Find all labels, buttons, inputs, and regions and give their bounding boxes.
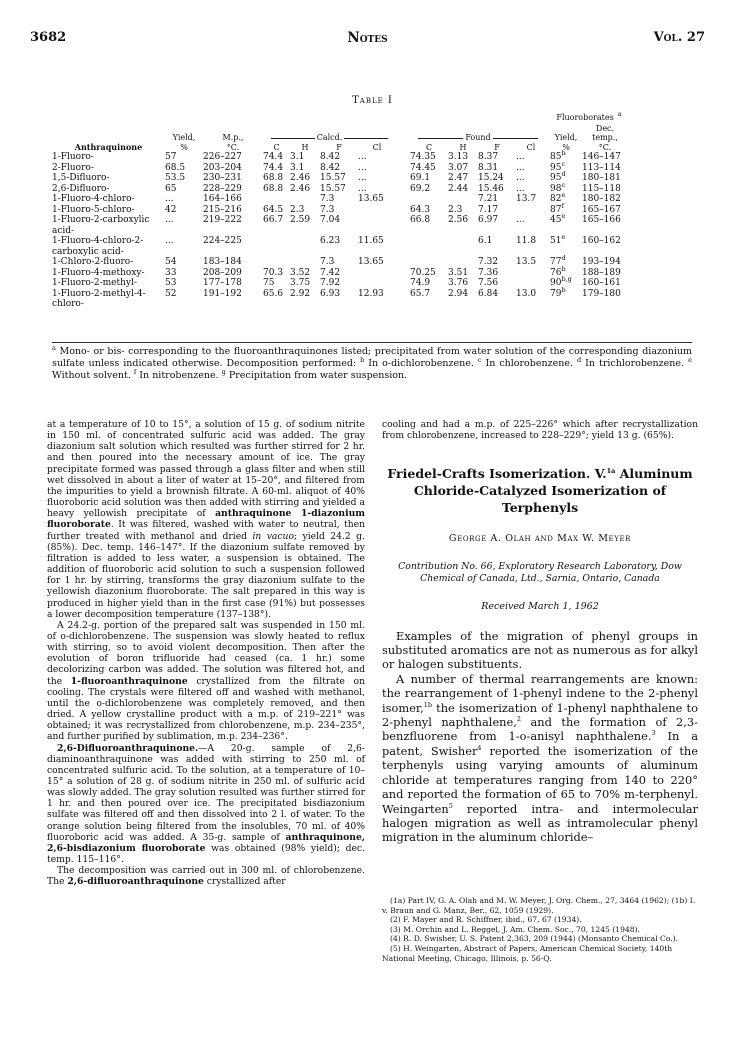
header-anthraquinone: Anthraquinone <box>74 141 143 152</box>
fb-yield-value: 79 <box>550 288 562 299</box>
cell-mp: 230–231 <box>203 173 242 183</box>
spacer-cell <box>396 173 410 184</box>
cell-cl: 12.93 <box>358 288 384 299</box>
cell-h: 3.75 <box>290 278 311 288</box>
cell-fcl: 11.8 <box>516 236 537 246</box>
cell-mp: 215–216 <box>203 204 242 215</box>
cell-fh: 3.13 <box>448 152 469 162</box>
header-found-f: F <box>494 142 500 152</box>
fb-yield-footnote: b,g <box>561 275 572 283</box>
reference-item: (4) R. D. Swisher, U. S. Patent 2,363, 209 (1944) (Monsanto Chemical Co.). <box>390 934 679 944</box>
cell-c: 74.4 <box>263 152 284 162</box>
cell-c <box>263 236 290 257</box>
cell-ff: 7.56 <box>478 278 499 288</box>
header-fb-temp: temp., <box>592 133 618 142</box>
cell-f: 8.42 <box>320 152 341 162</box>
fb-yield-footnote: b <box>561 264 566 273</box>
cell-fc: 74.45 <box>410 162 436 173</box>
cell-name: 2,6-Difluoro- <box>52 183 110 194</box>
cell-name: 1-Chloro-2-fluoro- <box>52 257 134 267</box>
cell-fcl: 13.0 <box>516 288 537 299</box>
cell-mp: 191–192 <box>203 288 242 299</box>
text-run: —A 20-g. sample of 2,6-diaminoanthraquinone was added with stirring to 250 ml. of concentrated sulfuric acid. To the solution, at a temperature of 10–15° a solution of 28 g. of sodium nitrite in 250 ml. of sulfuric acid was slowly added. The gray solution resulted was further stirred for 1 hr. and then poured over ice. The precipitated bisdiazonium sulfate was filtered off and then dissolved into 2 l. of water. To the orange solution being filtered from the insolubles, 70 ml. of 40% fluoroboric acid was added. A 35-g. sample of <box>47 742 365 843</box>
reference-item: (3) M. Orchin and L. Reggel, J. Am. Chem. Soc., 70, 1245 (1948). <box>390 924 640 934</box>
fb-yield-footnote: f <box>561 201 564 210</box>
cell-fby <box>550 212 582 236</box>
cell-f: 15.57 <box>320 183 346 194</box>
cell-fc <box>410 236 448 257</box>
fluoroborates-group-header <box>550 110 628 123</box>
cell-f: 7.92 <box>320 278 341 288</box>
ref-sup: 2 <box>516 715 522 724</box>
ref-sup: 1b <box>423 700 432 709</box>
cell-mp: 219–222 <box>203 215 242 225</box>
cell-fbt: 165–167 <box>582 204 621 215</box>
fb-yield-value: 76 <box>550 267 562 278</box>
fb-yield-value: 98 <box>550 183 562 194</box>
text-run: A number of thermal rearrangements are known: the rearrangement of 1-phenyl indene to the 2-phenyl isomer, <box>382 671 698 715</box>
cell-f: 7.3 <box>320 194 335 204</box>
text-run: at a temperature of 10 to 15°, a solution of 15 g. of sodium nitrite in 150 ml. of concentrated sulfuric acid was added. The gray diazonium salt solution which resulted was further stirred for 2 hr. and then poured into the necessary amount of ice. The gray precipitate formed was passed through a glass filter and when still wet dissolved in about a liter of water at 15–20°, and filtered from the impurities to yield a brownish filtrate. A 60-ml. aliquot of 40% fluoroboric acid solution was then added with stirring and yielded a heavy yellowish precipitate of <box>47 419 365 520</box>
cell-c: 70.3 <box>263 267 284 278</box>
header-fb-temp-unit: °C. <box>598 142 612 152</box>
cell-fc: 65.7 <box>410 288 431 299</box>
cell-c: 74.4 <box>263 162 284 173</box>
table-row <box>52 257 628 268</box>
cell-c <box>263 257 290 268</box>
cell-fby <box>550 275 582 289</box>
cell-yield: 42 <box>165 204 177 215</box>
cell-f: 6.93 <box>320 288 341 299</box>
cell-fby <box>550 233 582 257</box>
ref-sup: 3 <box>651 729 656 738</box>
header-fb-dec: Dec. <box>595 123 615 133</box>
cell-h: 2.92 <box>290 288 311 299</box>
cell-cl: ... <box>358 183 367 194</box>
spacer-cell <box>396 205 410 216</box>
text-run: crystallized from the filtrate on cooling. The crystals were filtered off and washed with methanol, until the o-dichlorobenzene was completely removed, and then dried. A yellow crystalline product with a m.p. of 219–221° was obtained; it was recrystallized from chlorobenzene, m.p. 234–235°, and further purified by sublimation, m.p. 234–236°. <box>47 675 365 743</box>
footnote-a: Mono- or bis- corresponding to the fluoroanthraquinones listed; precipitated from water solution of the corresponding diazonium sulfate unless indicated otherwise. Decomposition performed: <box>52 346 692 369</box>
cell-fh: 2.94 <box>448 288 469 299</box>
fb-yield-value: 95 <box>550 162 562 173</box>
fb-yield-footnote: b <box>561 149 566 157</box>
cell-ff: 6.1 <box>478 236 493 246</box>
fb-yield-footnote: c <box>561 180 566 189</box>
compound-name: anthraquinone 1-diazonium fluoroborate <box>47 508 365 531</box>
compound-name: 1-fluoroanthraquinone <box>70 675 188 687</box>
cell-h: 3.52 <box>290 267 311 278</box>
cell-fc: 70.25 <box>410 267 436 278</box>
cell-h: 3.1 <box>290 162 305 173</box>
cell-cl: ... <box>358 162 367 173</box>
cell-name: 1-Fluoro-2-methyl- <box>52 278 137 288</box>
cell-h <box>290 257 320 268</box>
cell-cl: 13.65 <box>358 194 384 204</box>
fb-yield-value: 87 <box>550 204 562 215</box>
fb-yield-footnote: d <box>561 170 566 178</box>
spacer-cell <box>396 152 410 163</box>
cell-yield: 68.5 <box>165 162 186 173</box>
cell-fh: 3.76 <box>448 278 469 288</box>
header-f: F <box>336 142 342 152</box>
spacer-cell <box>396 163 410 174</box>
cell-name: 1-Fluoro-5-chloro- <box>52 204 135 215</box>
cell-h: 2.46 <box>290 183 311 194</box>
paragraph <box>382 672 698 845</box>
cell-fc: 69.1 <box>410 173 431 183</box>
spacer-cell <box>396 278 410 289</box>
cell-yield: 54 <box>165 257 177 267</box>
cell-ff: 15.46 <box>478 183 504 194</box>
reference-item: (5) H. Weingarten, Abstract of Papers, American Chemical Society, 140th National Meeting, Chicago, Illinois, p. 56-Q. <box>382 943 673 963</box>
cell-name: 1-Fluoro-4-methoxy- <box>52 267 145 278</box>
right-column <box>382 419 698 845</box>
cell-f: 7.42 <box>320 267 341 278</box>
cell-fh: 3.07 <box>448 162 469 173</box>
text-run: reported intra- and intermolecular halogen migration as well as intramolecular phenyl migration in the aluminum chloride– <box>382 801 698 845</box>
paragraph <box>47 419 365 620</box>
header-cl: Cl <box>372 142 382 152</box>
data-table <box>52 110 628 310</box>
cell-yield: 53.5 <box>165 173 186 183</box>
spacer-cell <box>396 268 410 279</box>
table-body <box>52 149 628 310</box>
cell-cl: ... <box>358 173 367 183</box>
text-run: A 24.2-g. portion of the prepared salt was suspended in 150 ml. of o-dichlorobenzene. The suspension was slowly heated to reflux with stirring, so to avoid violent decomposition. Then after the evolution of boron trifluoride had ceased (ca. 1 hr.) some decolorizing carbon was added. The solution was filtered hot, and the <box>47 619 365 687</box>
footnote-f: In nitrobenzene. <box>139 370 219 381</box>
cell-fby <box>550 180 582 195</box>
cell-fby <box>550 201 582 216</box>
compound-name: 2,6-difluoroanthraquinone <box>67 876 204 888</box>
header-found-h: H <box>459 142 467 152</box>
cell-yield: 52 <box>165 288 177 299</box>
received-date: Received March 1, 1962 <box>481 601 599 613</box>
fb-yield-footnote: e <box>561 233 566 241</box>
text-run: ; yield 24.2 g. (85%). Dec. temp. 146–147°. If the diazonium sulfate removed by filtration is added to less water, a suspension is obtained. The addition of fluoroboric acid solution to such a suspension followed for 1 hr. by stirring, transforms the gray diazonium sulfate to the yellowish diazonium fluoroborate. The salt prepared in this way is produced in higher yield than in the first case (91%) but possesses a lower decomposition temperature (137–138°). <box>47 530 365 620</box>
cell-fc <box>410 257 448 268</box>
cell-h: 2.3 <box>290 204 305 215</box>
found-group-header <box>416 133 540 143</box>
cell-name: 1,5-Difluoro- <box>52 173 110 183</box>
header-yield: Yield, <box>172 133 196 142</box>
cell-f: 15.57 <box>320 173 346 183</box>
header-fb-yield: Yield, <box>554 133 578 142</box>
cell-fh: 3.51 <box>448 267 469 278</box>
fb-yield-footnote: e <box>561 191 566 199</box>
cell-c: 68.8 <box>263 173 284 183</box>
header-fb-yield-unit: % <box>562 142 570 152</box>
page-number: 3682 <box>30 30 67 45</box>
text-run: and the formation of 2,3-benzfluorene from 1-o-anisyl naphthalene. <box>382 715 698 744</box>
calcd-label: Calcd. <box>316 133 343 142</box>
paragraph <box>47 743 365 866</box>
cell-c: 65.6 <box>263 288 284 299</box>
cell-fcl: ... <box>516 152 525 162</box>
cell-fh: 2.47 <box>448 173 469 183</box>
spacer-cell <box>396 289 410 310</box>
cell-mp: 224–225 <box>203 236 242 246</box>
cell-yield: 57 <box>165 152 177 162</box>
table-row <box>52 289 628 310</box>
cell-mp: 228–229 <box>203 183 242 194</box>
cell-mp: 183–184 <box>203 257 242 267</box>
cell-h <box>290 194 320 205</box>
table-caption: Table I <box>352 95 393 106</box>
fb-yield-value: 77 <box>550 257 562 267</box>
cell-cl <box>358 268 396 279</box>
title-part: Aluminum Chloride-Catalyzed Isomerization of Terphenyls <box>413 466 693 516</box>
cell-mp: 208–209 <box>203 267 242 278</box>
cell-yield: 65 <box>165 183 177 194</box>
ref-sup: 5 <box>448 801 453 810</box>
cell-fbt: 160–162 <box>582 236 621 246</box>
cell-fc: 74.35 <box>410 152 436 162</box>
cell-mp: 177–178 <box>203 278 242 288</box>
cell-ff: 7.17 <box>478 204 499 215</box>
fb-yield-footnote: c <box>561 159 566 168</box>
italic-term: in vacuo <box>252 530 294 542</box>
cell-fbt: 160–161 <box>582 278 621 288</box>
cell-name: 2-Fluoro- <box>52 162 94 173</box>
cell-fc <box>410 194 448 205</box>
header-mp: M.p., <box>222 133 244 142</box>
cell-f: 7.04 <box>320 215 341 225</box>
cell-ff: 6.97 <box>478 215 499 225</box>
cell-fbt: 146–147 <box>582 152 621 162</box>
cell-fbt: 179–180 <box>582 288 621 299</box>
table-row <box>52 236 628 257</box>
footnote-g: Precipitation from water suspension. <box>228 370 408 381</box>
paragraph <box>47 865 365 887</box>
cell-ff: 7.21 <box>478 194 499 204</box>
title-sup: 1a <box>606 467 616 476</box>
text-run: . It was filtered, washed with water to neutral, then further treated with methanol and dried <box>47 519 365 542</box>
cell-yield: 33 <box>165 267 177 278</box>
cell-fcl <box>516 278 546 289</box>
cell-mp: 164–166 <box>203 194 242 204</box>
subsection-heading: 2,6-Difluoroanthraquinone. <box>57 742 199 754</box>
contribution-note: Contribution No. 66, Exploratory Research Laboratory, Dow Chemical of Canada, Ltd., Sarnia, Ontario, Canada <box>398 561 682 585</box>
cell-fc: 74.9 <box>410 278 431 288</box>
text-run: crystallized after <box>203 876 286 888</box>
cell-fbt: 193–194 <box>582 257 621 267</box>
cell-fbt: 188–189 <box>582 267 621 278</box>
paragraph <box>47 620 365 743</box>
cell-cl <box>358 205 396 216</box>
fb-yield-footnote: e <box>561 212 566 220</box>
fb-yield-value: 51 <box>550 236 562 246</box>
fluoroborates-label: Fluoroborates <box>556 113 614 122</box>
cell-ff: 8.31 <box>478 162 499 173</box>
cell-h: 2.59 <box>290 215 311 225</box>
cell-fcl: ... <box>516 215 525 225</box>
cell-fcl: 13.5 <box>516 257 537 267</box>
fb-yield-footnote: d <box>561 254 566 262</box>
cell-ff: 6.84 <box>478 288 499 299</box>
cell-fcl <box>516 268 546 279</box>
cell-ff: 7.32 <box>478 257 499 267</box>
cell-fh <box>448 236 478 257</box>
text-run: In a patent, Swisher <box>382 729 698 758</box>
table-row <box>52 184 628 195</box>
cell-ff: 8.37 <box>478 152 499 162</box>
cell-yield: ... <box>165 236 174 246</box>
header-h: H <box>301 142 309 152</box>
fb-yield-value: 90 <box>550 278 562 288</box>
calcd-group-header <box>269 133 390 143</box>
cell-fh <box>448 257 478 268</box>
table-row <box>52 152 628 163</box>
fb-yield-value: 82 <box>550 194 562 204</box>
fb-yield-footnote: b <box>561 285 566 294</box>
table-row <box>52 278 628 289</box>
cell-fcl: 13.7 <box>516 194 537 204</box>
cell-h: 2.46 <box>290 173 311 183</box>
cell-c <box>263 194 290 205</box>
cell-fcl: ... <box>516 183 525 194</box>
fb-yield-value: 85 <box>550 152 562 162</box>
cell-fh <box>448 194 478 205</box>
cell-cl <box>358 278 396 289</box>
text-run: The decomposition was carried out in 300 ml. of chlorobenzene. The <box>47 865 365 888</box>
cell-h <box>290 236 320 257</box>
header-found-c: C <box>425 142 433 152</box>
cell-f: 7.3 <box>320 257 335 267</box>
volume-label: Vol. 27 <box>653 30 705 45</box>
cell-fby <box>550 149 582 163</box>
paragraph: Examples of the migration of phenyl groups in substituted aromatics are not as numerous as for alkyl or halogen substituents. <box>382 628 698 672</box>
spacer-cell <box>396 215 410 236</box>
cell-name: 1-Fluoro- <box>52 152 94 162</box>
cell-f: 8.42 <box>320 162 341 173</box>
footnote-b: In o-dichlorobenzene. <box>368 358 474 369</box>
article-title <box>382 465 698 516</box>
table-footnotes: $^a$ Mono- or bis- corresponding to the fluoroanthraquinones listed; precipitated from water solution of the corresponding diazonium sulfate unless indicated otherwise. Decomposition performed: $^b$ In o-dichlorobenzene. $^c$ In chlorobenzene. $^d$ In trichlorobenzene. $^e$ Without solvent. $^f$ In nitrobenzene. $^g$ Precipitation from water suspension. <box>52 343 692 381</box>
footnote-d: In trichlorobenzene. <box>585 358 685 369</box>
left-column <box>47 419 365 888</box>
header-c: C <box>273 142 280 152</box>
table-row <box>52 194 628 205</box>
cell-c: 64.5 <box>263 204 284 215</box>
spacer-cell <box>396 236 410 257</box>
cell-fcl: ... <box>516 162 525 173</box>
cell-fcl: ... <box>516 173 525 183</box>
reference-item: (1a) Part IV, G. A. Olah and M. W. Meyer, J. Org. Chem., 27, 3464 (1962); (1b) I. v. Braun and G. Manz, Ber., 62, 1059 (1929). <box>382 896 696 915</box>
cell-yield: 53 <box>165 278 177 288</box>
found-label: Found <box>465 133 491 142</box>
cell-cl <box>358 215 396 236</box>
header-yield-unit: % <box>180 142 188 152</box>
cell-yield: ... <box>165 215 174 225</box>
cell-fbt: 165–166 <box>582 215 621 225</box>
cell-fby <box>550 170 582 184</box>
spacer-cell <box>396 184 410 195</box>
cell-fbt: 115–118 <box>582 183 621 194</box>
cell-mp: 203–204 <box>203 162 242 173</box>
cell-fby <box>550 159 582 174</box>
cell-fby <box>550 191 582 205</box>
cell-fc: 64.3 <box>410 204 431 215</box>
cell-name: 1-Fluoro-4-chloro- <box>52 194 135 204</box>
cell-fc: 66.8 <box>410 215 431 225</box>
cell-name: 1-Fluoro-2-carboxylic acid- <box>52 215 150 236</box>
cell-fh: 2.44 <box>448 183 469 194</box>
fb-yield-value: 45 <box>550 215 562 225</box>
table-row <box>52 268 628 279</box>
cell-fcl <box>516 205 546 216</box>
footnote-c: In chlorobenzene. <box>485 358 573 369</box>
header-mp-unit: °C. <box>226 142 240 152</box>
cell-c: 75 <box>263 278 275 288</box>
spacer-cell <box>396 194 410 205</box>
cell-fby <box>550 285 582 310</box>
table-row <box>52 163 628 174</box>
authors: George A. Olah and Max W. Meyer <box>448 533 632 545</box>
text-run: was obtained (98% yield); dec. temp. 115–116°. <box>47 842 365 866</box>
paragraph: cooling and had a m.p. of 225–226° which after recrystallization from chlorobenzene, increased to 228–229°; yield 13 g. (65%). <box>382 419 698 442</box>
ref-sup: 4 <box>477 744 482 753</box>
table-row <box>52 215 628 236</box>
cell-fby <box>550 254 582 268</box>
cell-cl: 11.65 <box>358 236 384 246</box>
cell-ff: 15.24 <box>478 173 504 183</box>
section-title: Notes <box>347 30 388 46</box>
page-header <box>30 30 705 50</box>
text-run: reported the isomerization of the terphenyls using varying amounts of aluminum chloride at temperatures ranging from 140 to 220° and reported the formation of 65 to 70% m-terphenyl. Weingarten <box>382 743 698 816</box>
table-row <box>52 173 628 184</box>
fb-yield-value: 95 <box>550 173 562 183</box>
footnote-e: Without solvent. <box>52 370 131 381</box>
cell-ff: 7.36 <box>478 267 499 278</box>
cell-fh: 2.56 <box>448 215 469 225</box>
references <box>382 896 698 963</box>
cell-c: 68.8 <box>263 183 284 194</box>
cell-fc: 69.2 <box>410 183 431 194</box>
cell-h: 3.1 <box>290 152 305 162</box>
table-row <box>52 205 628 216</box>
header-found-cl: Cl <box>526 142 536 152</box>
fluoroborates-sup: a <box>617 110 622 119</box>
cell-f: 6.23 <box>320 236 341 246</box>
title-part: Friedel-Crafts Isomerization. V. <box>387 466 607 482</box>
cell-f: 7.3 <box>320 204 335 215</box>
compound-name: anthraquinone, 2,6-bisdiazonium fluoroborate <box>47 831 365 854</box>
cell-yield: ... <box>165 194 174 204</box>
reference-item: (2) F. Mayer and R. Schiffner, ibid., 67, 67 (1934). <box>390 915 582 925</box>
cell-fbt: 113–114 <box>582 162 621 173</box>
spacer-cell <box>396 257 410 268</box>
text-run: the isomerization of 1-phenyl naphthalene to 2-phenyl naphthalene, <box>382 700 698 730</box>
cell-fh: 2.3 <box>448 204 463 215</box>
cell-name: 1-Fluoro-2-methyl-4-chloro- <box>52 288 146 309</box>
cell-c: 66.7 <box>263 215 284 225</box>
cell-mp: 226–227 <box>203 152 242 162</box>
cell-cl: ... <box>358 152 367 162</box>
cell-name: 1-Fluoro-4-chloro-2-carboxylic acid- <box>52 236 144 257</box>
cell-cl: 13.65 <box>358 257 384 267</box>
cell-fbt: 180–181 <box>582 173 621 183</box>
cell-fbt: 180–182 <box>582 194 621 204</box>
